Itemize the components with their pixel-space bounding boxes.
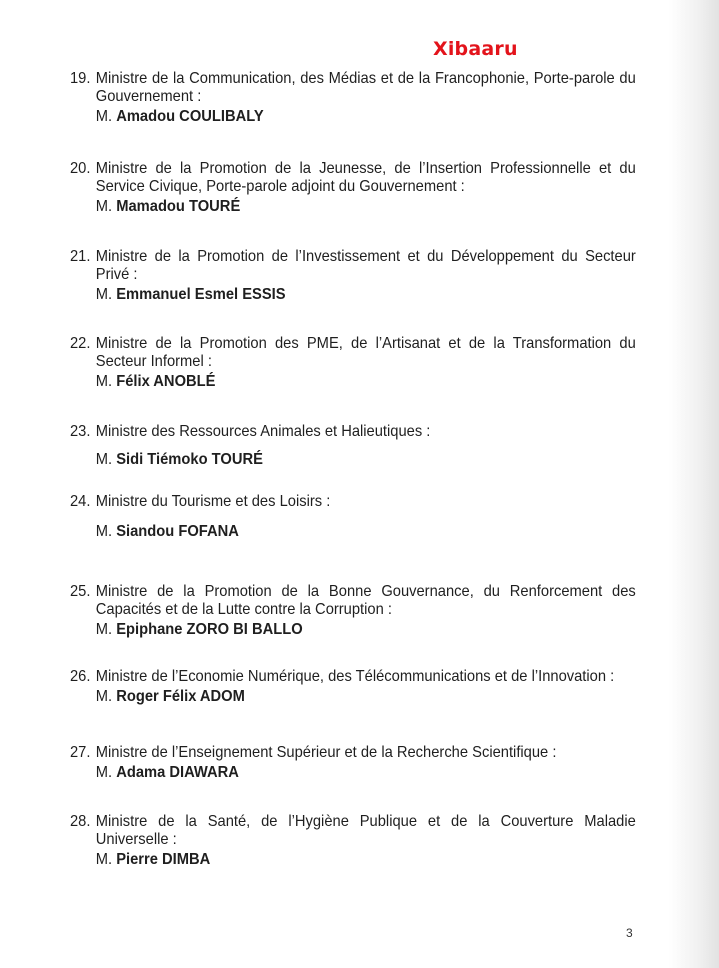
minister-name-line	[96, 523, 636, 541]
minister-name: Epiphane ZORO BI BALLO	[116, 621, 303, 638]
ministry-title: Ministre de la Communication, des Médias et de la Francophonie, Porte-parole du Gouvernement :	[95, 70, 636, 105]
item-number: 28.	[70, 813, 91, 830]
minister-name: Sidi Tiémoko TOURÉ	[116, 451, 263, 468]
minister-name: Pierre DIMBA	[116, 851, 211, 868]
minister-name-line	[96, 198, 636, 216]
minister-name: Emmanuel Esmel ESSIS	[116, 286, 286, 303]
ministry-title: Ministre de la Promotion de la Bonne Gouvernance, du Renforcement des Capacités et de la Lutte contre la Corruption :	[95, 583, 636, 618]
minister-name: Roger Félix ADOM	[116, 688, 245, 705]
minister-name: Siandou FOFANA	[116, 523, 239, 540]
list-item	[70, 248, 636, 304]
minister-name: Amadou COULIBALY	[116, 108, 264, 125]
ministry-title: Ministre des Ressources Animales et Halieutiques :	[95, 423, 431, 440]
civility: M.	[95, 286, 113, 303]
item-number: 23.	[70, 423, 91, 440]
minister-name: Mamadou TOURÉ	[116, 198, 241, 215]
ministry-title: Ministre du Tourisme et des Loisirs :	[95, 493, 331, 510]
list-item	[70, 335, 636, 391]
ministry-title: Ministre de la Promotion de la Jeunesse, de l’Insertion Professionnelle et du Service Civique, Porte-parole adjoint du Gouvernement :	[95, 160, 636, 195]
ministry-title: Ministre de l’Economie Numérique, des Télécommunications et de l’Innovation :	[95, 668, 615, 685]
civility: M.	[95, 764, 113, 781]
item-number: 27.	[70, 744, 91, 761]
page-number: 3	[626, 926, 633, 940]
civility: M.	[95, 851, 113, 868]
list-item	[70, 493, 636, 541]
list-item	[70, 668, 636, 706]
list-item	[70, 744, 636, 782]
minister-name-line	[96, 621, 636, 639]
minister-name: Adama DIAWARA	[116, 764, 239, 781]
minister-name-line	[96, 451, 636, 469]
civility: M.	[95, 198, 113, 215]
ministry-title: Ministre de la Santé, de l’Hygiène Publique et de la Couverture Maladie Universelle :	[95, 813, 636, 848]
ministry-title: Ministre de la Promotion des PME, de l’Artisanat et de la Transformation du Secteur Informel :	[95, 335, 636, 370]
list-item	[70, 423, 636, 469]
civility: M.	[95, 523, 113, 540]
item-number: 26.	[70, 668, 91, 685]
civility: M.	[95, 621, 113, 638]
minister-name-line	[96, 286, 636, 304]
civility: M.	[95, 108, 113, 125]
item-number: 22.	[70, 335, 91, 352]
ministry-title: Ministre de la Promotion de l’Investissement et du Développement du Secteur Privé :	[95, 248, 636, 283]
list-item	[70, 70, 636, 126]
civility: M.	[95, 688, 113, 705]
minister-name-line	[96, 764, 636, 782]
ministry-title: Ministre de l’Enseignement Supérieur et de la Recherche Scientifique :	[95, 744, 557, 761]
list-item	[70, 583, 636, 639]
item-number: 25.	[70, 583, 91, 600]
watermark-logo: Xibaaru	[433, 38, 518, 60]
item-number: 21.	[70, 248, 91, 265]
list-item	[70, 813, 636, 869]
item-number: 19.	[70, 70, 91, 87]
minister-name-line	[96, 851, 636, 869]
minister-name-line	[96, 108, 636, 126]
minister-name: Félix ANOBLÉ	[116, 373, 216, 390]
minister-name-line	[96, 688, 636, 706]
item-number: 24.	[70, 493, 91, 510]
list-item	[70, 160, 636, 216]
item-number: 20.	[70, 160, 91, 177]
civility: M.	[95, 451, 113, 468]
civility: M.	[95, 373, 113, 390]
minister-name-line	[96, 373, 636, 391]
